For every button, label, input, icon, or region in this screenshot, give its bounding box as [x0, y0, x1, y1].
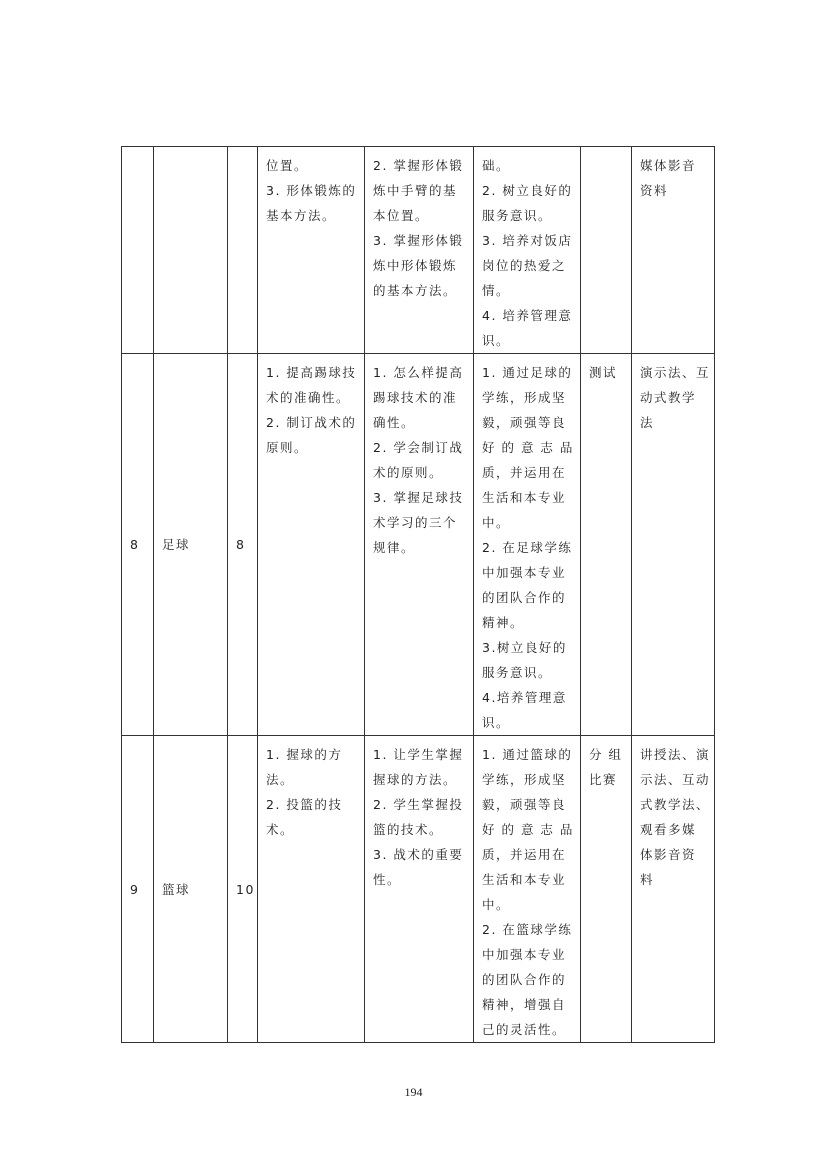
- cell-line: 服务意识。: [482, 665, 553, 680]
- cell-line: 2. 树立良好的: [482, 183, 573, 198]
- cell-line: 握球的方法。: [373, 772, 458, 787]
- cell-line: 篮的技术。: [373, 822, 444, 837]
- ideology-goals-cell: [474, 147, 581, 354]
- cell-line: 3. 培养对饭店: [482, 233, 573, 248]
- cell-line: 3. 掌握形体锻: [373, 233, 464, 248]
- cell-line: 3. 掌握足球技: [373, 490, 464, 505]
- cell-line: 体影音资: [640, 847, 697, 862]
- cell-line: 基本方法。: [266, 208, 337, 223]
- teaching-methods-cell: [632, 736, 715, 1043]
- cell-line: 动式教学: [640, 390, 697, 405]
- cell-line: 1. 通过篮球的: [482, 747, 573, 762]
- cell-line: 演示法、互: [640, 365, 711, 380]
- cell-line: 的团队合作的: [482, 972, 567, 987]
- cell-line: 测试: [589, 365, 618, 380]
- cell-line: 确性。: [373, 415, 416, 430]
- table-row: [122, 147, 715, 354]
- cell-line: 2. 制订战术的: [266, 415, 357, 430]
- cell-line: 2. 学会制订战: [373, 440, 464, 455]
- assessment-cell: [581, 736, 632, 1043]
- cell-line: 2. 在篮球学练: [482, 922, 573, 937]
- row-number-cell: 9: [122, 736, 154, 1043]
- cell-line: 1. 怎么样提高: [373, 365, 464, 380]
- cell-line: 精神。: [482, 615, 525, 630]
- page-number: 194: [404, 1085, 423, 1099]
- cell-line: 3. 形体锻炼的: [266, 183, 357, 198]
- cell-line: 术的原则。: [373, 465, 444, 480]
- cell-line: 规律。: [373, 540, 416, 555]
- cell-line: 识。: [482, 333, 511, 348]
- cell-line: 服务意识。: [482, 208, 553, 223]
- cell-line: 术。: [266, 822, 295, 837]
- cell-line: 础。: [482, 158, 511, 173]
- ideology-goals-cell: [474, 354, 581, 736]
- cell-line: 毅，顽强等良: [482, 415, 567, 430]
- cell-line: 1. 提高踢球技: [266, 365, 357, 380]
- cell-line: 炼中形体锻炼: [373, 258, 458, 273]
- cell-line: 质，并运用在: [482, 465, 567, 480]
- cell-line: 原则。: [266, 440, 309, 455]
- cell-line: 1. 握球的方: [266, 747, 343, 762]
- hours-cell: [228, 147, 258, 354]
- cell-line: 1. 让学生掌握: [373, 747, 464, 762]
- cell-line: 2. 掌握形体锻: [373, 158, 464, 173]
- cell-line: 生活和本专业: [482, 490, 567, 505]
- table-body: [122, 147, 715, 1043]
- cell-line: 识。: [482, 715, 511, 730]
- cell-line: 3.树立良好的: [482, 640, 567, 655]
- teaching-content-cell: [258, 354, 365, 736]
- cell-line: 己的灵活性。: [482, 1022, 567, 1037]
- cell-line: 3. 战术的重要: [373, 847, 464, 862]
- table-row: [122, 736, 715, 1043]
- cell-line: 中。: [482, 897, 511, 912]
- teaching-requirements-cell: [365, 354, 474, 736]
- cell-line: 质，并运用在: [482, 847, 567, 862]
- assessment-cell: [581, 147, 632, 354]
- cell-line: 2. 投篮的技: [266, 797, 343, 812]
- cell-line: 中加强本专业: [482, 565, 567, 580]
- cell-line: 炼中手臂的基: [373, 183, 458, 198]
- cell-line: 分 组: [589, 747, 623, 762]
- curriculum-table: [121, 146, 715, 1043]
- cell-line: 精神，增强自: [482, 997, 567, 1012]
- cell-line: 4.培养管理意: [482, 690, 567, 705]
- cell-line: 2. 学生掌握投: [373, 797, 464, 812]
- cell-line: 好 的 意 志 品: [482, 440, 574, 455]
- project-name-cell: 篮球: [154, 736, 228, 1043]
- teaching-requirements-cell: [365, 147, 474, 354]
- cell-line: 生活和本专业: [482, 872, 567, 887]
- cell-line: 2. 在足球学练: [482, 540, 573, 555]
- cell-line: 位置。: [266, 158, 309, 173]
- project-name-cell: [154, 147, 228, 354]
- cell-line: 比赛: [589, 772, 618, 787]
- cell-line: 讲授法、演: [640, 747, 711, 762]
- cell-line: 式教学法、: [640, 797, 711, 812]
- cell-line: 本位置。: [373, 208, 430, 223]
- cell-line: 毅，顽强等良: [482, 797, 567, 812]
- assessment-cell: [581, 354, 632, 736]
- cell-line: 观看多媒: [640, 822, 697, 837]
- project-name-cell: 足球: [154, 354, 228, 736]
- cell-line: 4. 培养管理意: [482, 308, 573, 323]
- cell-line: 法。: [266, 772, 295, 787]
- cell-line: 示法、互动: [640, 772, 711, 787]
- cell-line: 资料: [640, 183, 669, 198]
- teaching-requirements-cell: [365, 736, 474, 1043]
- cell-line: 的基本方法。: [373, 283, 458, 298]
- cell-line: 中。: [482, 515, 511, 530]
- table-row: [122, 354, 715, 736]
- hours-cell: 10: [228, 736, 258, 1043]
- teaching-content-cell: [258, 147, 365, 354]
- cell-line: 好 的 意 志 品: [482, 822, 574, 837]
- cell-line: 1. 通过足球的: [482, 365, 573, 380]
- row-number-cell: 8: [122, 354, 154, 736]
- cell-line: 的团队合作的: [482, 590, 567, 605]
- cell-line: 踢球技术的准: [373, 390, 458, 405]
- teaching-methods-cell: [632, 354, 715, 736]
- cell-line: 媒体影音: [640, 158, 697, 173]
- hours-cell: 8: [228, 354, 258, 736]
- row-number-cell: [122, 147, 154, 354]
- cell-line: 岗位的热爱之: [482, 258, 567, 273]
- cell-line: 情。: [482, 283, 511, 298]
- teaching-content-cell: [258, 736, 365, 1043]
- cell-line: 术的准确性。: [266, 390, 351, 405]
- cell-line: 学练，形成坚: [482, 772, 567, 787]
- teaching-methods-cell: [632, 147, 715, 354]
- cell-line: 性。: [373, 872, 402, 887]
- cell-line: 学练，形成坚: [482, 390, 567, 405]
- cell-line: 法: [640, 415, 655, 430]
- cell-line: 中加强本专业: [482, 947, 567, 962]
- cell-line: 术学习的三个: [373, 515, 458, 530]
- cell-line: 料: [640, 872, 655, 887]
- ideology-goals-cell: [474, 736, 581, 1043]
